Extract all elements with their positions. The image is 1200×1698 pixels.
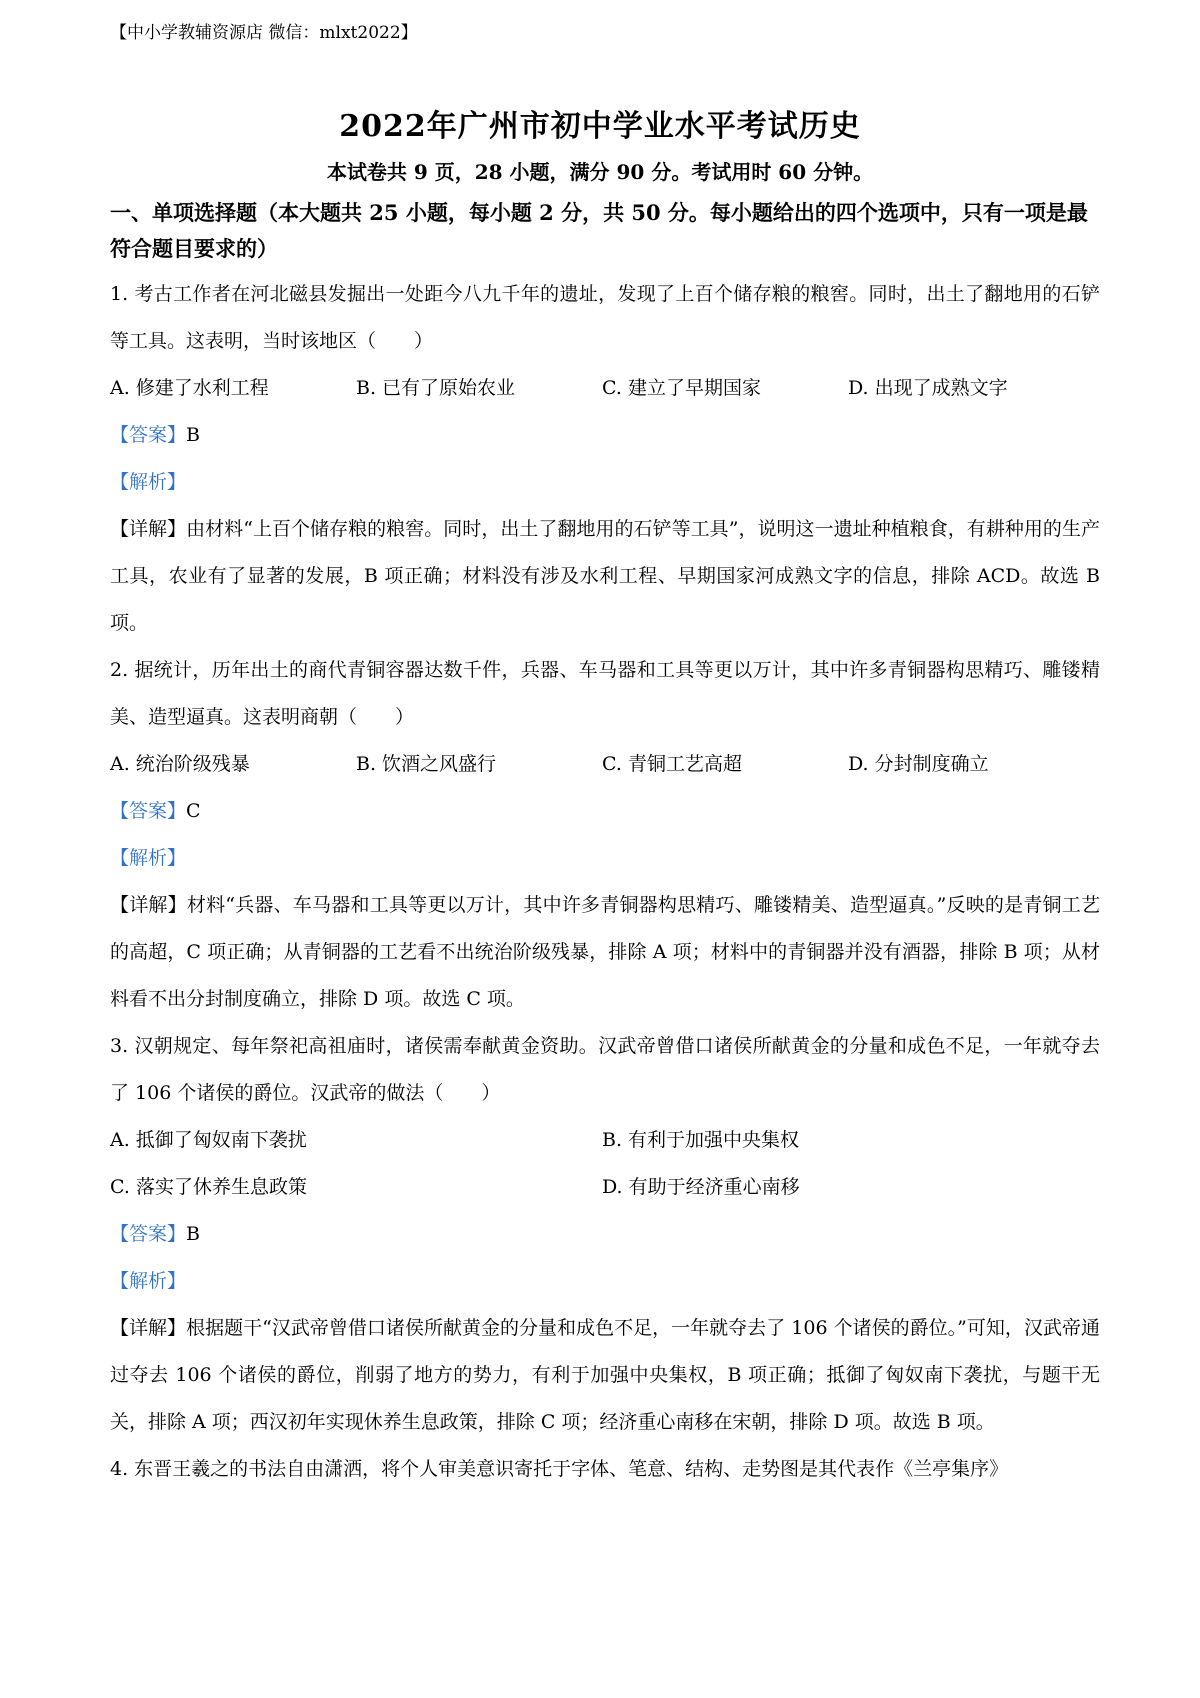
options-row — [110, 741, 1100, 788]
exam-info: 本试卷共 9 页，28 小题，满分 90 分。考试用时 60 分钟。 — [326, 160, 874, 184]
option-c: C. 青铜工艺高超 — [602, 753, 742, 775]
answer-label: 【答案】 — [110, 800, 187, 822]
detail-paragraph — [110, 1305, 1100, 1446]
question-stem: 4. 东晋王羲之的书法自由潇洒，将个人审美意识寄托于字体、笔意、结构、走势图是其代表作《兰亭集序》 — [110, 1458, 1009, 1480]
option-c: C. 建立了早期国家 — [602, 377, 761, 399]
answer-value: C — [186, 800, 201, 822]
option-b: B. 饮酒之风盛行 — [356, 753, 497, 775]
analysis-label: 【解析】 — [110, 471, 187, 493]
answer-line — [110, 412, 1100, 459]
analysis-line — [110, 835, 1100, 882]
detail-label: 【详解】 — [110, 1317, 187, 1339]
options-row — [110, 1117, 1100, 1211]
page-title: 2022年广州市初中学业水平考试历史 — [339, 109, 861, 144]
option-a: A. 统治阶级残暴 — [110, 753, 250, 775]
option-a: A. 抵御了匈奴南下袭扰 — [110, 1129, 307, 1151]
detail-text: 根据题干“汉武帝曾借口诸侯所献黄金的分量和成色不足，一年就夺去了 106 个诸侯的爵位。”可知，汉武帝通过夺去 106 个诸侯的爵位，削弱了地方的势力，有利于加强中央集权，B 项正确；抵御了匈奴南下袭扰，与题干无关，排除 A 项；西汉初年实现休养生息政策，排除 C 项；经济重心南移在宋朝，排除 D 项。故选 B 项。 — [110, 1317, 1100, 1433]
detail-label: 【详解】 — [110, 518, 187, 540]
question-stem: 1. 考古工作者在河北磁县发掘出一处距今八九千年的遗址，发现了上百个储存粮的粮窖。同时，出土了翻地用的石铲等工具。这表明，当时该地区（ ） — [110, 283, 1100, 352]
option-d: D. 出现了成熟文字 — [848, 377, 1008, 399]
answer-line — [110, 788, 1100, 835]
header-note: 【中小学教辅资源店 微信：mlxt2022】 — [110, 23, 418, 43]
analysis-label: 【解析】 — [110, 1270, 187, 1292]
answer-label: 【答案】 — [110, 1223, 187, 1245]
detail-text: 材料“兵器、车马器和工具等更以万计，其中许多青铜器构思精巧、雕镂精美、造型逼真。”反映的是青铜工艺的高超，C 项正确；从青铜器的工艺看不出统治阶级残暴，排除 A 项；材料中的青铜器并没有酒器，排除 B 项；从材料看不出分封制度确立，排除 D 项。故选 C 项。 — [110, 894, 1100, 1010]
detail-paragraph — [110, 506, 1100, 647]
options-row — [110, 365, 1100, 412]
answer-value: B — [186, 1223, 200, 1245]
option-c: C. 落实了休养生息政策 — [110, 1176, 307, 1198]
option-a: A. 修建了水利工程 — [110, 377, 269, 399]
questions-body — [110, 271, 1100, 1493]
question-stem: 3. 汉朝规定、每年祭祀高祖庙时，诸侯需奉献黄金资助。汉武帝曾借口诸侯所献黄金的分量和成色不足，一年就夺去了 106 个诸侯的爵位。汉武帝的做法（ ） — [110, 1035, 1100, 1104]
answer-label: 【答案】 — [110, 424, 187, 446]
section-heading: 一、单项选择题（本大题共 25 小题，每小题 2 分，共 50 分。每小题给出的四个选项中，只有一项是最符合题目要求的） — [110, 200, 1088, 261]
question-stem: 2. 据统计，历年出土的商代青铜容器达数千件，兵器、车马器和工具等更以万计，其中许多青铜器构思精巧、雕镂精美、造型逼真。这表明商朝（ ） — [110, 659, 1100, 728]
option-b: B. 有利于加强中央集权 — [602, 1129, 800, 1151]
analysis-line — [110, 459, 1100, 506]
option-d: D. 有助于经济重心南移 — [602, 1176, 800, 1198]
option-b: B. 已有了原始农业 — [356, 377, 516, 399]
detail-paragraph — [110, 882, 1100, 1023]
analysis-label: 【解析】 — [110, 847, 187, 869]
answer-line — [110, 1211, 1100, 1258]
detail-label: 【详解】 — [110, 894, 187, 916]
option-d: D. 分封制度确立 — [848, 753, 989, 775]
analysis-line — [110, 1258, 1100, 1305]
detail-text: 由材料“上百个储存粮的粮窖。同时，出土了翻地用的石铲等工具”，说明这一遗址种植粮食，有耕种用的生产工具，农业有了显著的发展，B 项正确；材料没有涉及水利工程、早期国家河成熟文字的信息，排除 ACD。故选 B 项。 — [110, 518, 1100, 634]
answer-value: B — [186, 424, 200, 446]
